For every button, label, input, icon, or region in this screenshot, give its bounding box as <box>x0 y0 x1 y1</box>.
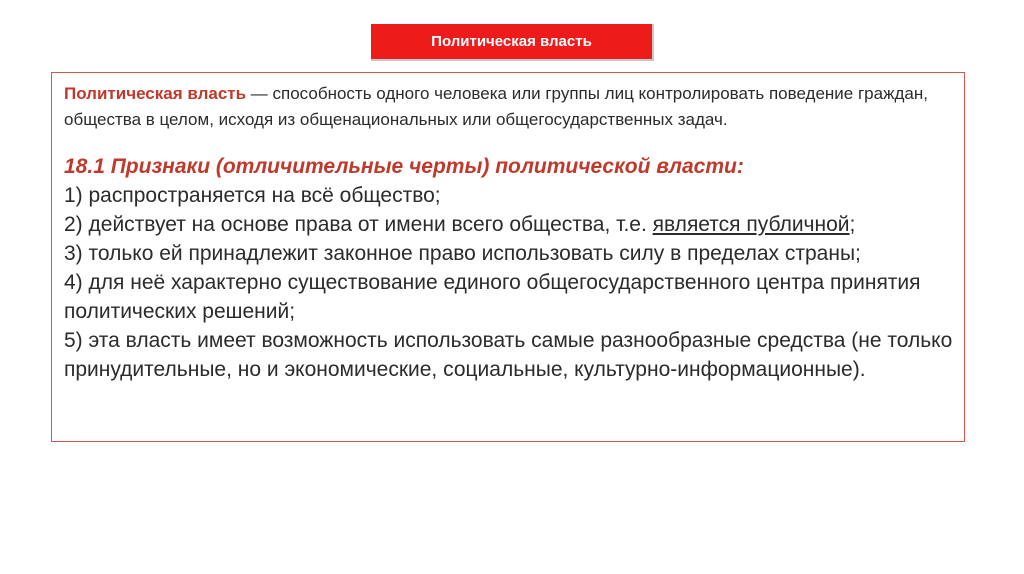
section-heading: 18.1 Признаки (отличительные черты) политической власти: <box>64 155 744 178</box>
list-item: 3) только ей принадлежит законное право использовать силу в пределах страны; <box>64 242 861 265</box>
list-item: 5) эта власть имеет возможность использовать самые разнообразные средства (не только принудительные, но и экономические, социальные, культурно-информационные). <box>64 329 953 381</box>
list-item: 4) для неё характерно существование единого общегосударственного центра принятия политических решений; <box>64 271 921 323</box>
list-item-punctuation: ; <box>849 213 856 236</box>
list-item <box>64 210 964 239</box>
list-item-text: 2) действует на основе права от имени всего общества, т.е. <box>64 213 653 236</box>
definition-text: — способность одного человека или группы лиц контролировать поведение граждан, общества в целом, исходя из общенациональных или общегосударственных задач. <box>64 84 928 129</box>
features-list <box>64 181 964 384</box>
slide-title: Политическая власть <box>371 24 654 61</box>
underlined-term: является публичной <box>652 213 850 236</box>
list-item: 1) распространяется на всё общество; <box>64 184 441 207</box>
content-box <box>51 72 965 442</box>
definition-paragraph <box>64 81 964 133</box>
definition-term: Политическая власть <box>64 84 247 103</box>
